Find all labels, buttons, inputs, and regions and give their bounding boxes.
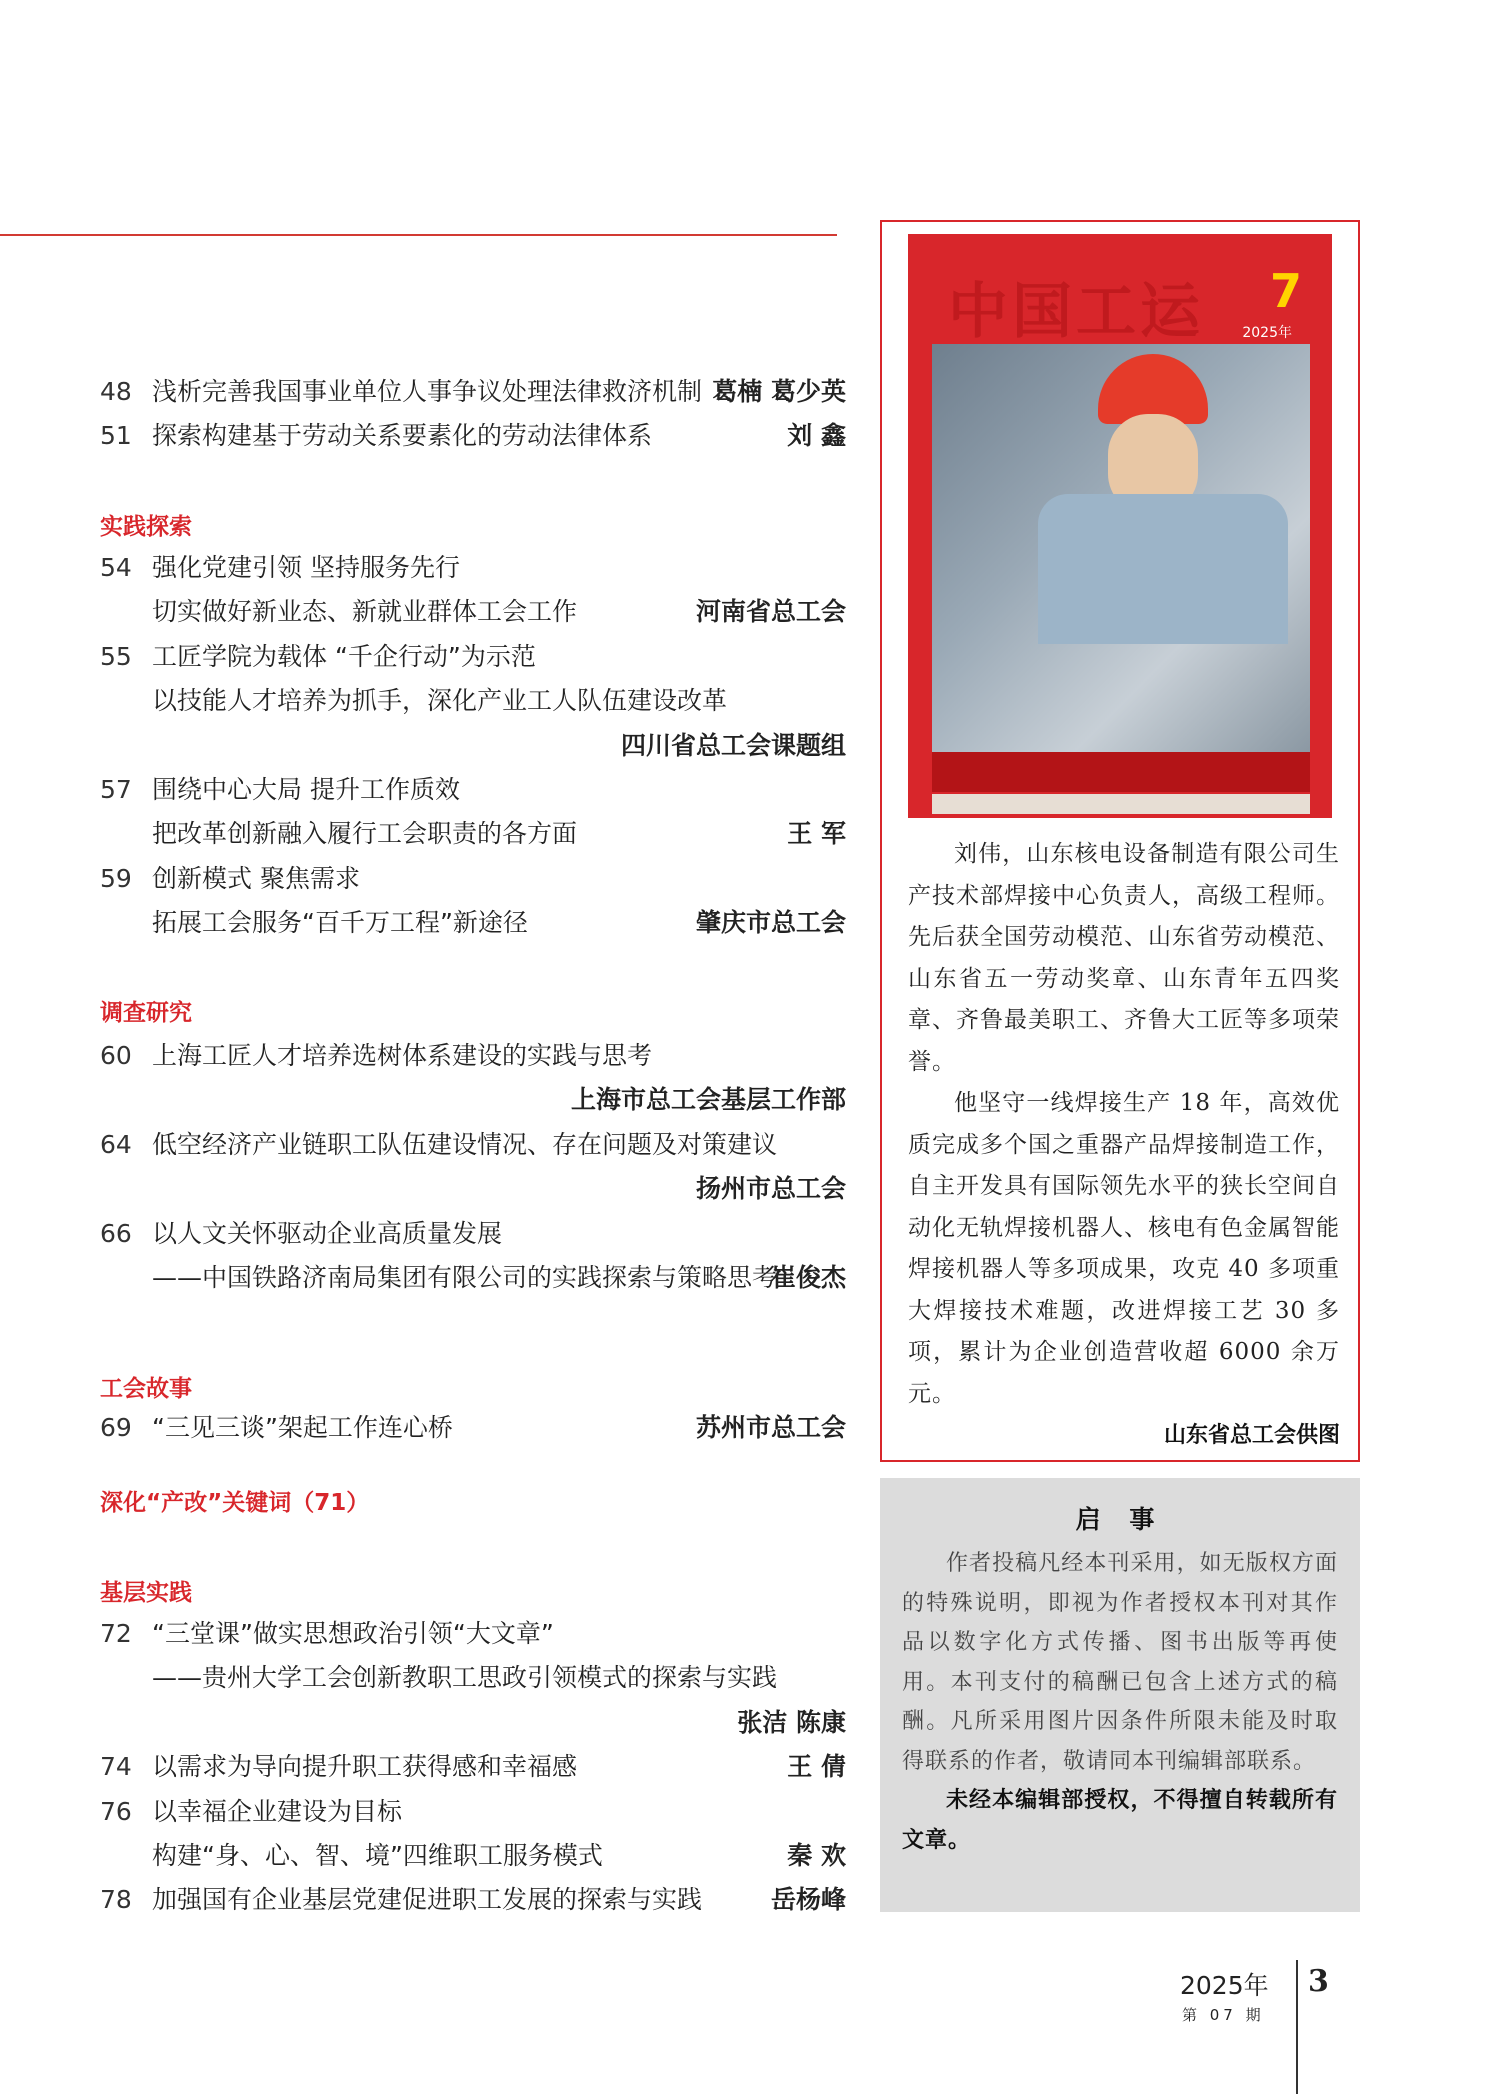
toc-page-number: 74 bbox=[100, 1752, 132, 1782]
toc-row bbox=[100, 1167, 846, 1211]
toc-row bbox=[100, 1034, 846, 1078]
toc-page-number: 55 bbox=[100, 641, 132, 671]
toc-article-title: 拓展工会服务“百千万工程”新途径 bbox=[152, 908, 528, 938]
toc-row bbox=[100, 1123, 846, 1167]
toc-page-number: 59 bbox=[100, 863, 132, 893]
footer-divider bbox=[1296, 1960, 1298, 2094]
notice-box bbox=[880, 1478, 1360, 1912]
toc-row bbox=[100, 1745, 846, 1789]
cover-desc-p1: 刘伟，山东核电设备制造有限公司生产技术部焊接中心负责人，高级工程师。先后获全国劳动模范、山东省劳动模范、山东省五一劳动奖章、山东青年五四奖章、齐鲁最美职工、齐鲁大工匠等多项荣誉。 bbox=[908, 841, 1340, 1075]
cover-footer bbox=[932, 794, 1310, 814]
notice-body bbox=[902, 1544, 1338, 1860]
toc-article-title: 以人文关怀驱动企业高质量发展 bbox=[152, 1218, 503, 1248]
toc-row bbox=[100, 1212, 846, 1256]
toc-page-number: 72 bbox=[100, 1619, 132, 1648]
toc-author: 岳杨峰 bbox=[770, 1885, 846, 1915]
toc-row bbox=[100, 1701, 846, 1745]
toc-article-title: 把改革创新融入履行工会职责的各方面 bbox=[152, 819, 578, 849]
toc-article-title: ——贵州大学工会创新教职工思政引领模式的探索与实践 bbox=[152, 1663, 778, 1693]
toc-page-number: 54 bbox=[100, 553, 132, 582]
toc-page-number: 60 bbox=[100, 1041, 132, 1070]
section-title: 深化“产改”关键词（71） bbox=[100, 1490, 370, 1516]
section-title: 工会故事 bbox=[100, 1376, 192, 1402]
toc-row bbox=[100, 679, 846, 723]
toc-article-title: ——中国铁路济南局集团有限公司的实践探索与策略思考 bbox=[152, 1263, 778, 1292]
toc-author: 肇庆市总工会 bbox=[695, 908, 846, 938]
toc-row bbox=[100, 724, 846, 768]
toc-article-title: 强化党建引领 坚持服务先行 bbox=[152, 553, 460, 582]
section-title: 调查研究 bbox=[100, 1000, 192, 1026]
toc-author: 扬州市总工会 bbox=[695, 1174, 846, 1204]
toc-article-title: 创新模式 聚焦需求 bbox=[152, 863, 360, 893]
toc-article-title: “三堂课”做实思想政治引领“大文章” bbox=[152, 1619, 554, 1648]
toc-author: 张洁 陈康 bbox=[737, 1707, 846, 1737]
top-divider bbox=[0, 234, 837, 236]
notice-title: 启 事 bbox=[1075, 1505, 1165, 1534]
section-title: 实践探索 bbox=[100, 514, 192, 540]
toc-author: 河南省总工会 bbox=[695, 597, 846, 627]
toc-page-number: 69 bbox=[100, 1413, 132, 1442]
section-title: 基层实践 bbox=[100, 1580, 192, 1606]
toc-row bbox=[100, 546, 846, 590]
toc-article-title: 上海工匠人才培养选树体系建设的实践与思考 bbox=[152, 1041, 653, 1070]
cover-desc-p2: 他坚守一线焊接生产 18 年，高效优质完成多个国之重器产品焊接制造工作，自主开发具有国际领先水平的狭长空间自动化无轨焊接机器人、核电有色金属智能焊接机器人等多项成果，攻克 40 多项重大焊接技术难题，改进焊接工艺 30 多项，累计为企业创造营收超 6000 余万元。 bbox=[908, 1090, 1340, 1407]
toc-page-number: 57 bbox=[100, 775, 132, 804]
toc-author: 王 军 bbox=[787, 819, 846, 849]
toc-article-title: 切实做好新业态、新就业群体工会工作 bbox=[152, 597, 578, 627]
toc-row bbox=[100, 1078, 846, 1122]
toc-row bbox=[100, 1256, 846, 1300]
toc-row bbox=[100, 812, 846, 856]
toc-row bbox=[100, 370, 846, 414]
toc-row bbox=[100, 768, 846, 812]
notice-warning: 未经本编辑部授权，不得擅自转载所有文章。 bbox=[902, 1787, 1338, 1853]
toc-author: 上海市总工会基层工作部 bbox=[570, 1085, 846, 1115]
cover-issue-number: 7 bbox=[1269, 264, 1302, 318]
toc-page-number: 78 bbox=[100, 1885, 132, 1915]
toc-row bbox=[100, 1834, 846, 1878]
toc-author: 刘 鑫 bbox=[787, 421, 846, 451]
toc-author: 秦 欢 bbox=[787, 1841, 846, 1870]
footer-issue: 第 07 期 bbox=[1182, 2006, 1265, 2024]
worker-figure bbox=[1038, 494, 1288, 644]
toc-author: 王 倩 bbox=[787, 1752, 846, 1782]
toc-page-number: 66 bbox=[100, 1218, 132, 1248]
toc-article-title: 探索构建基于劳动关系要素化的劳动法律体系 bbox=[152, 421, 653, 451]
toc-article-title: 以技能人才培养为抓手，深化产业工人队伍建设改革 bbox=[152, 686, 728, 716]
toc-page-number: 48 bbox=[100, 377, 132, 406]
cover-title: 中国工运 bbox=[948, 277, 1204, 347]
toc-author: 崔俊杰 bbox=[770, 1263, 846, 1292]
toc-article-title: “三见三谈”架起工作连心桥 bbox=[152, 1413, 453, 1442]
toc-row bbox=[100, 1878, 846, 1922]
toc-article-title: 工匠学院为载体 “千企行动”为示范 bbox=[152, 641, 536, 671]
toc-row bbox=[100, 901, 846, 945]
toc-article-title: 低空经济产业链职工队伍建设情况、存在问题及对策建议 bbox=[152, 1129, 778, 1159]
page-number: 3 bbox=[1308, 1964, 1329, 1999]
toc-article-title: 构建“身、心、智、境”四维职工服务模式 bbox=[152, 1841, 603, 1870]
cover-panel bbox=[880, 220, 1360, 1462]
toc-author: 四川省总工会课题组 bbox=[620, 730, 846, 760]
toc-row bbox=[100, 1656, 846, 1700]
cover-image bbox=[908, 234, 1332, 818]
toc-page-number: 76 bbox=[100, 1796, 132, 1826]
toc-page-number: 64 bbox=[100, 1129, 132, 1159]
footer-year: 2025年 bbox=[1180, 1971, 1269, 2000]
toc-article-title: 围绕中心大局 提升工作质效 bbox=[152, 775, 460, 804]
toc-row bbox=[100, 635, 846, 679]
cover-issue-year: 2025年 bbox=[1242, 325, 1292, 341]
toc-article-title: 以幸福企业建设为目标 bbox=[152, 1796, 403, 1826]
cover-description bbox=[908, 834, 1340, 1415]
toc-article-title: 加强国有企业基层党建促进职工发展的探索与实践 bbox=[152, 1885, 703, 1915]
toc-article-title: 以需求为导向提升职工获得感和幸福感 bbox=[152, 1752, 578, 1782]
photo-credit: 山东省总工会供图 bbox=[1163, 1423, 1340, 1448]
toc-author: 葛楠 葛少英 bbox=[712, 377, 846, 406]
toc-page-number: 51 bbox=[100, 421, 132, 451]
toc-article-title: 浅析完善我国事业单位人事争议处理法律救济机制 bbox=[152, 377, 703, 406]
toc-row bbox=[100, 1612, 846, 1656]
toc-row bbox=[100, 1406, 846, 1450]
toc-row bbox=[100, 590, 846, 634]
toc-author: 苏州市总工会 bbox=[695, 1413, 846, 1442]
toc-row bbox=[100, 857, 846, 901]
toc-row bbox=[100, 414, 846, 458]
cover-band bbox=[932, 752, 1310, 792]
notice-text: 作者投稿凡经本刊采用，如无版权方面的特殊说明，即视为作者授权本刊对其作品以数字化方式传播、图书出版等再使用。本刊支付的稿酬已包含上述方式的稿酬。凡所采用图片因条件所限未能及时取得联系的作者，敬请同本刊编辑部联系。 bbox=[902, 1551, 1338, 1774]
toc-row bbox=[100, 1790, 846, 1834]
